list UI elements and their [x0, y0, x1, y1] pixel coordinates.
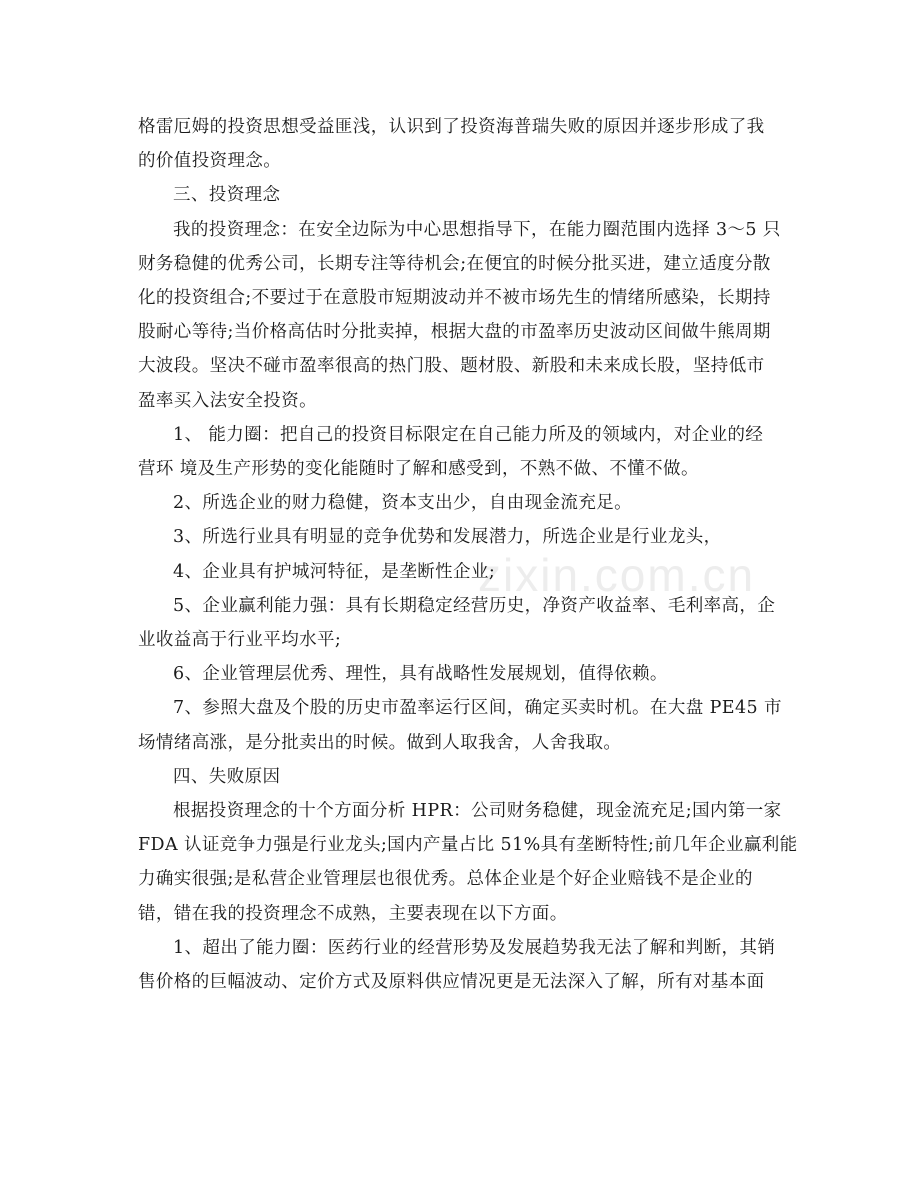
section-heading: 四、失败原因 [173, 766, 281, 787]
paragraph-line: 错，错在我的投资理念不成熟，主要表现在以下方面。 [138, 903, 568, 924]
paragraph-line: 售价格的巨幅波动、定价方式及原料供应情况更是无法深入了解，所有对基本面 [138, 972, 765, 993]
document-body [138, 110, 798, 999]
list-item: 1、 能力圈：把自己的投资目标限定在自己能力所及的领域内，对企业的经 [173, 424, 764, 445]
paragraph-line: 业收益高于行业平均水平; [138, 630, 342, 651]
watermark: zixin.com.cn [478, 549, 756, 601]
paragraph-line: 的价值投资理念。 [138, 151, 282, 172]
paragraph-line: 力确实很强;是私营企业管理层也很优秀。总体企业是个好企业赔钱不是企业的 [138, 869, 753, 890]
paragraph-line: 财务稳健的优秀公司，长期专注等待机会;在便宜的时候分批买进，建立适度分散 [138, 253, 771, 274]
paragraph-line: 股耐心等待;当价格高估时分批卖掉，根据大盘的市盈率历史波动区间做牛熊周期 [138, 322, 771, 343]
paragraph-line: 盈率买入法安全投资。 [138, 390, 317, 411]
paragraph-line: 格雷厄姆的投资思想受益匪浅，认识到了投资海普瑞失败的原因并逐步形成了我 [138, 117, 765, 137]
section-heading: 三、投资理念 [173, 185, 281, 206]
list-item: 1、超出了能力圈：医药行业的经营形势及发展趋势我无法了解和判断，其销 [173, 937, 776, 958]
paragraph-line: 我的投资理念：在安全边际为中心思想指导下，在能力圈范围内选择 3～5 只 [173, 219, 781, 240]
paragraph-line: 场情绪高涨，是分批卖出的时候。做到人取我舍，人舍我取。 [138, 732, 622, 753]
list-item: 4、企业具有护城河特征，是垄断性企业; [173, 561, 496, 582]
paragraph-line: 营环 境及生产形势的变化能随时了解和感受到，不熟不做、不懂不做。 [138, 459, 699, 480]
paragraph-line: 根据投资理念的十个方面分析 HPR：公司财务稳健，现金流充足;国内第一家 [173, 801, 782, 822]
list-item: 6、企业管理层优秀、理性，具有战略性发展规划，值得依赖。 [173, 664, 668, 685]
list-item: 5、企业赢利能力强：具有长期稳定经营历史，净资产收益率、毛利率高，企 [173, 595, 776, 616]
paragraph-line: 大波段。坚决不碰市盈率很高的热门股、题材股、新股和未来成长股，坚持低市 [138, 356, 765, 377]
paragraph-line: FDA 认证竞争力强是行业龙头;国内产量占比 51%具有垄断特性;前几年企业赢利能 [138, 835, 798, 856]
list-item: 7、参照大盘及个股的历史市盈率运行区间，确定买卖时机。在大盘 PE45 市 [173, 698, 782, 719]
paragraph-line: 化的投资组合;不要过于在意股市短期波动并不被市场先生的情绪所感染，长期持 [138, 288, 771, 309]
list-item: 2、所选企业的财力稳健，资本支出少，自由现金流充足。 [173, 493, 633, 514]
list-item: 3、所选行业具有明显的竞争优势和发展潜力，所选企业是行业龙头， [173, 527, 722, 548]
